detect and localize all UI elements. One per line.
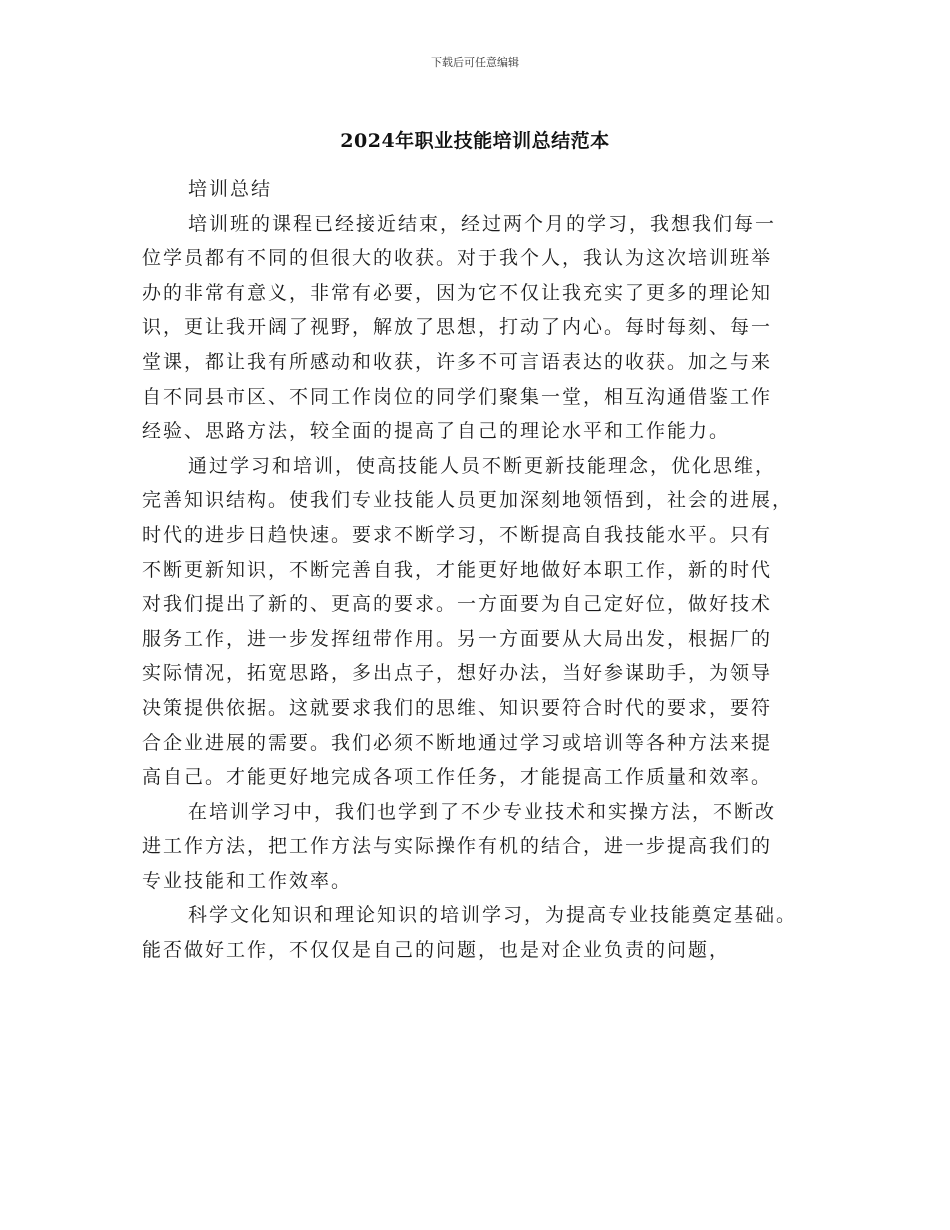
paragraph (142, 207, 832, 449)
document-body (142, 172, 832, 968)
paragraph-line: 不断更新知识，不断完善自我，才能更好地做好本职工作，新的时代 (142, 558, 773, 581)
paragraph-line: 完善知识结构。使我们专业技能人员更加深刻地领悟到，社会的进展， (142, 489, 794, 512)
document-title: 2024年职业技能培训总结范本 (340, 130, 610, 152)
paragraph-line: 高自己。才能更好地完成各项工作任务，才能提高工作质量和效率。 (142, 766, 773, 789)
page-header-note: 下载后可任意编辑 (431, 56, 519, 69)
paragraph-line: 培训班的课程已经接近结束，经过两个月的学习，我想我们每一 (188, 212, 777, 235)
paragraph-line: 自不同县市区、不同工作岗位的同学们聚集一堂，相互沟通借鉴工作 (142, 385, 773, 408)
paragraph-line: 合企业进展的需要。我们必须不断地通过学习或培训等各种方法来提 (142, 731, 773, 754)
paragraph-line: 对我们提出了新的、更高的要求。一方面要为自己定好位，做好技术 (142, 593, 773, 616)
paragraph-line: 位学员都有不同的但很大的收获。对于我个人，我认为这次培训班举 (142, 247, 773, 270)
paragraph-line: 经验、思路方法，较全面的提高了自己的理论水平和工作能力。 (142, 420, 731, 443)
paragraph-line: 通过学习和培训，使高技能人员不断更新技能理念，优化思维， (188, 454, 777, 477)
paragraph-line: 堂课，都让我有所感动和收获，许多不可言语表达的收获。加之与来 (142, 350, 773, 373)
paragraph-line: 时代的进步日趋快速。要求不断学习，不断提高自我技能水平。只有 (142, 523, 773, 546)
paragraph-line: 服务工作，进一步发挥纽带作用。另一方面要从大局出发，根据厂的 (142, 627, 773, 650)
paragraph-line: 在培训学习中，我们也学到了不少专业技术和实操方法，不断改 (188, 800, 777, 823)
paragraph-line: 科学文化知识和理论知识的培训学习，为提高专业技能奠定基础。 (188, 904, 798, 927)
paragraph-line: 专业技能和工作效率。 (142, 869, 353, 892)
paragraph (142, 898, 832, 967)
paragraph-line: 培训总结 (188, 178, 273, 200)
paragraph-line: 办的非常有意义，非常有必要，因为它不仅让我充实了更多的理论知 (142, 281, 773, 304)
paragraph-line: 实际情况，拓宽思路，多出点子，想好办法，当好参谋助手，为领导 (142, 662, 773, 685)
paragraph-line: 能否做好工作，不仅仅是自己的问题，也是对企业负责的问题， (142, 939, 731, 962)
paragraph-heading (142, 172, 832, 207)
paragraph-line: 识，更让我开阔了视野，解放了思想，打动了内心。每时每刻、每一 (142, 316, 773, 339)
paragraph (142, 449, 832, 795)
paragraph-line: 决策提供依据。这就要求我们的思维、知识要符合时代的要求，要符 (142, 696, 773, 719)
paragraph-line: 进工作方法，把工作方法与实际操作有机的结合，进一步提高我们的 (142, 835, 773, 858)
paragraph (142, 795, 832, 899)
